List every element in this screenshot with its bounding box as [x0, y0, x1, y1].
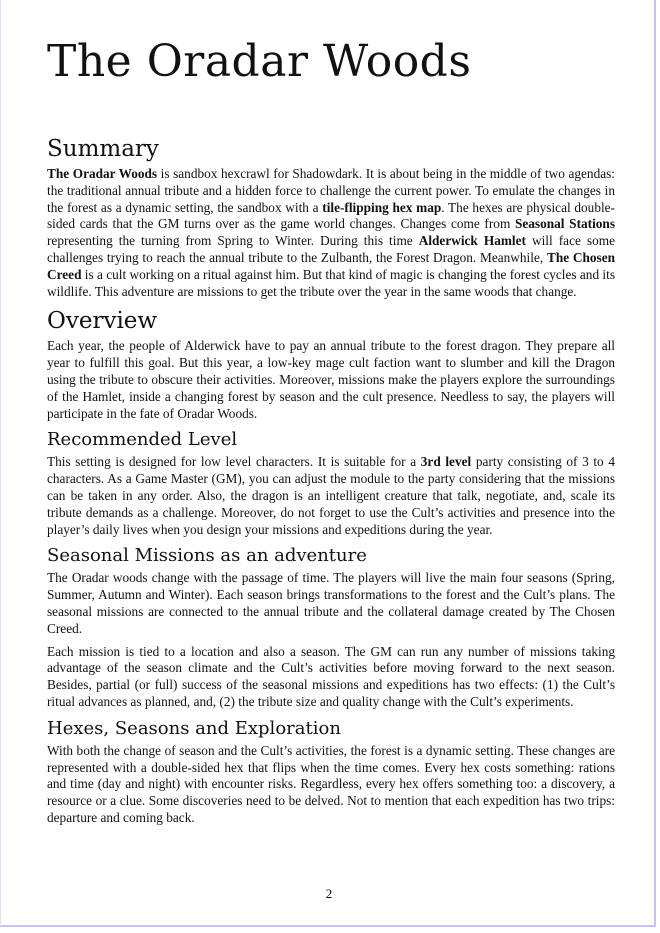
- page-content: [47, 30, 615, 833]
- hexes-paragraph: With both the change of season and the Cult’s activities, the forest is a dynamic setting. These changes are represented with a double-sided hex that flips when the time comes. Every hex costs something: rations and time (day and night) with encounter risks. Regardless, every hex offers something too: a discovery, a resource or a clue. Some discoveries need to be delved. Not to mention that each expedition has two trips: departure and coming back.: [47, 742, 615, 825]
- overview-heading: Overview: [47, 308, 158, 335]
- summary-heading: Summary: [47, 136, 159, 162]
- recommended-level-paragraph: [47, 454, 615, 538]
- page-number: 2: [325, 886, 333, 901]
- recommended-level-bold-3rd-level: 3rd level: [420, 454, 472, 470]
- summary-bold-chosen-creed: The Chosen Creed: [47, 249, 616, 282]
- recommended-level-heading: Recommended Level: [47, 429, 238, 451]
- summary-text-1: is sandbox hexcrawl for Shadowdark. It is about being in the middle of two agendas: the traditional annual tribute and a hidden force to challenge the current power. To emulate the changes in the forest as a dynamic setting, the sandbox with a: [47, 166, 615, 215]
- summary-text-3: representing the turning from Spring to Winter. During this time: [47, 233, 419, 249]
- summary-bold-seasonal-stations: Seasonal Stations: [514, 216, 615, 232]
- overview-paragraph: Each year, the people of Alderwick have to pay an annual tribute to the forest dragon. They prepare all year to fulfill this goal. But this year, a low-key mage cult faction want to slumber and kill the Dragon using the tribute to obscure their activities. Moreover, missions make the players explore the surroundings of the Hamlet, inside a changing forest by season and the cult presence. Needless to say, the players will participate in the fate of Oradar Woods.: [47, 338, 615, 421]
- summary-bold-oradar-woods: The Oradar Woods: [47, 166, 158, 181]
- hexes-heading: Hexes, Seasons and Exploration: [47, 717, 341, 739]
- seasonal-missions-paragraph-1: The Oradar woods change with the passage of time. The players will live the main four seasons (Spring, Summer, Autumn and Winter). Each season brings transformations to the forest and the Cult’s plans. The seasonal missions are connected to the annual tribute and the collateral damage created by The Chosen Creed.: [47, 570, 615, 636]
- summary-text-2: . The hexes are physical double-sided cards that the GM turns over as the game world changes. Changes come from: [47, 199, 615, 232]
- summary-text-5: is a cult working on a ritual against him. But that kind of magic is changing the forest cycles and its wildlife. This adventure are missions to get the tribute over the year in the same woods that change.: [47, 266, 615, 299]
- seasonal-missions-heading: Seasonal Missions as an adventure: [47, 545, 367, 567]
- summary-bold-alderwick-hamlet: Alderwick Hamlet: [418, 233, 526, 249]
- recommended-level-text-2: party consisting of 3 to 4 characters. As a Game Master (GM), you can adjust the module to the party considering that the missions can be taken in any order. Also, the dragon is an intelligent creature that talk, negotiate, and, scale its tribute demands as a challenge. Moreover, do not forget to use the Cult’s activities and presence into the player’s daily lives when you design your missions and expeditions during the year.: [47, 454, 615, 537]
- summary-text-4: will face some challenges trying to reach the annual tribute to the Zulbanth, the Forest Dragon. Meanwhile,: [47, 233, 615, 265]
- document-title: The Oradar Woods: [47, 36, 472, 87]
- summary-paragraph: [47, 166, 615, 300]
- seasonal-missions-paragraph-2: Each mission is tied to a location and also a season. The GM can run any number of missions taking advantage of the season climate and the Cult’s activities before moving forward to the next season. Besides, partial (or full) success of the seasonal missions and expeditions has two effects: (1) the Cult’s ritual advances as planned, and, (2) the tribute size and quality change with the Cult’s experiments.: [47, 643, 615, 709]
- summary-bold-tile-flipping: tile-flipping hex map: [322, 199, 442, 215]
- recommended-level-text-1: This setting is designed for low level characters. It is suitable for a: [47, 454, 421, 470]
